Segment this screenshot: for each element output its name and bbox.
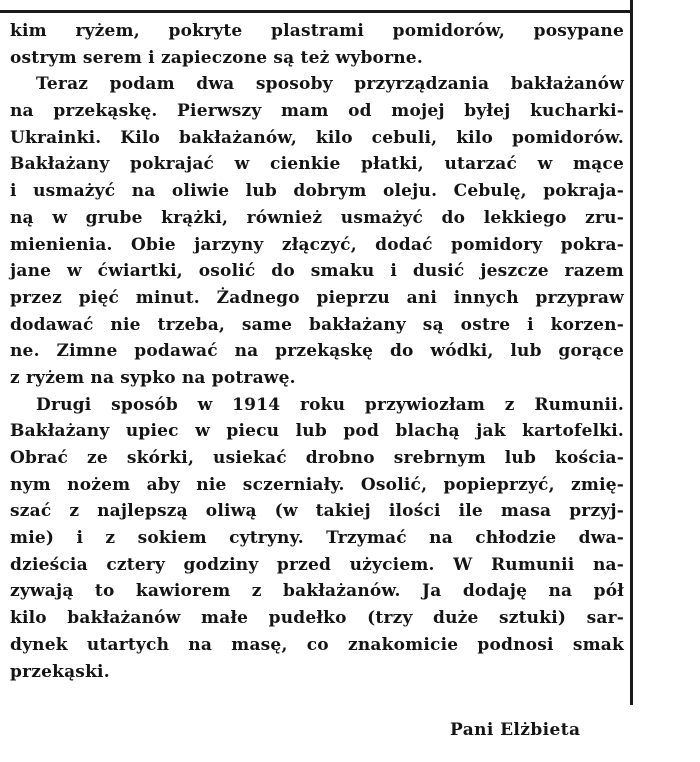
text-line: Bakłażany pokrajać w cienkie płatki, utarzać w mące bbox=[10, 154, 624, 175]
text-line: mie) i z sokiem cytryny. Trzymać na chłodzie dwa- bbox=[10, 528, 624, 549]
top-border-rule bbox=[0, 0, 633, 13]
text-line: na przekąskę. Pierwszy mam od mojej byłej kucharki- bbox=[10, 101, 624, 122]
text-line: zywają to kawiorem z bakłażanów. Ja dodaję na pół bbox=[10, 581, 624, 602]
text-line: Bakłażany upiec w piecu lub pod blachą jak kartofelki. bbox=[10, 421, 624, 442]
text-line: ną w grube krążki, również usmażyć do lekkiego zru- bbox=[10, 207, 624, 228]
text-line: przez pięć minut. Żadnego pieprzu ani innych przypraw bbox=[10, 287, 624, 308]
text-line: Obrać ze skórki, usiekać drobno srebrnym lub kościa- bbox=[10, 448, 624, 468]
author-signature: Pani Elżbieta bbox=[450, 720, 581, 740]
text-line: dodawać nie trzeba, same bakłażany są ostre i korzen- bbox=[10, 314, 624, 335]
text-line: jane w ćwiartki, osolić do smaku i dusić jeszcze razem bbox=[10, 261, 624, 282]
text-line: ostrym serem i zapieczone są też wyborne. bbox=[10, 47, 423, 68]
text-line: kim ryżem, pokryte plastrami pomidorów, posypane bbox=[10, 21, 624, 41]
text-line: przekąski. bbox=[10, 661, 110, 682]
text-line-paragraph-start: Drugi sposób w 1914 roku przywiozłam z Rumunii. bbox=[36, 394, 624, 415]
column-divider-rule bbox=[630, 0, 633, 705]
text-line: i usmażyć na oliwie lub dobrym oleju. Cebulę, pokraja- bbox=[10, 181, 624, 202]
text-line-paragraph-start: Teraz podam dwa sposoby przyrządzania bakłażanów bbox=[36, 74, 624, 95]
text-line: dzieścia cztery godziny przed użyciem. W Rumunii na- bbox=[10, 554, 624, 575]
text-line: ne. Zimne podawać na przekąskę do wódki, lub gorące bbox=[10, 341, 624, 362]
text-line: Ukrainki. Kilo bakłażanów, kilo cebuli, kilo pomidorów. bbox=[10, 127, 624, 148]
text-line: dynek utartych na masę, co znakomicie podnosi smak bbox=[10, 634, 624, 655]
text-line: kilo bakłażanów małe pudełko (trzy duże sztuki) sar- bbox=[10, 608, 624, 629]
text-line: nym nożem aby nie sczerniały. Osolić, popieprzyć, zmię- bbox=[10, 474, 624, 495]
text-line: z ryżem na sypko na potrawę. bbox=[10, 367, 296, 388]
text-line: mienienia. Obie jarzyny złączyć, dodać pomidory pokra- bbox=[10, 234, 624, 255]
text-line: szać z najlepszą oliwą (w takiej ilości ile masa przyj- bbox=[10, 501, 624, 522]
article-body bbox=[10, 18, 624, 685]
